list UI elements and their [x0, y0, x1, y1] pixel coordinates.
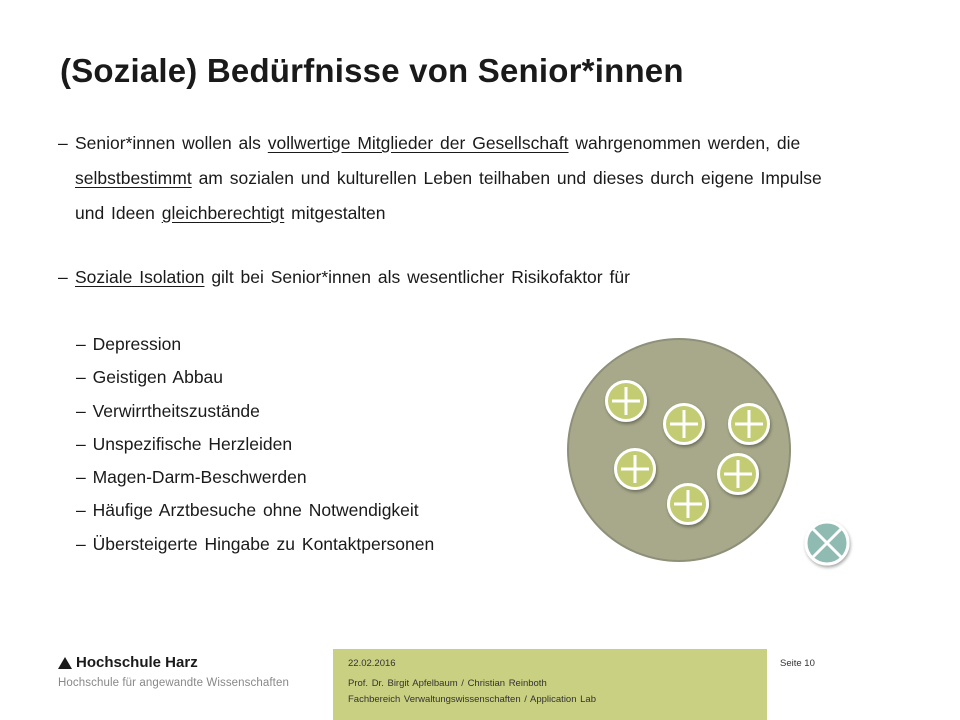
plus-circle-icon	[669, 485, 708, 524]
plus-circle-icon	[665, 405, 704, 444]
isolation-illustration	[560, 335, 860, 575]
footer-department: Fachbereich Verwaltungswissenschaften / Application Lab	[348, 694, 596, 705]
plus-circle-icon	[730, 405, 769, 444]
footer-info-box	[333, 649, 767, 720]
risk-list	[76, 330, 434, 563]
text-run: Senior*innen wollen als	[75, 133, 268, 153]
logo-name: Hochschule Harz	[76, 654, 198, 671]
list-item: – Verwirrtheitszustände	[76, 400, 260, 421]
list-item: – Magen-Darm-Beschwerden	[76, 467, 307, 488]
emphasized-phrase: Soziale Isolation	[75, 267, 205, 287]
footer-date: 22.02.2016	[348, 658, 396, 669]
list-item: – Unspezifische Herzleiden	[76, 433, 293, 454]
slide-title: (Soziale) Bedürfnisse von Senior*innen	[60, 52, 684, 89]
text-run: mitgestalten	[284, 203, 386, 223]
emphasized-phrase: vollwertige Mitglieder der Gesellschaft	[267, 133, 569, 153]
bullet-self-determination	[58, 126, 848, 231]
bullet-text	[58, 126, 848, 231]
list-item: – Geistigen Abbau	[76, 367, 224, 388]
footer-authors: Prof. Dr. Birgit Apfelbaum / Christian Reinboth	[348, 678, 547, 689]
bullet-dash: –	[58, 267, 68, 287]
logo-subtitle: Hochschule für angewandte Wissenschaften	[58, 677, 289, 689]
text-run: wahrgenommen werden, die	[568, 133, 801, 153]
bullet-text	[58, 260, 848, 295]
x-circle-icon	[806, 522, 848, 564]
plus-circle-icon	[607, 382, 646, 421]
bullet-dash: –	[58, 133, 68, 153]
bullet-social-isolation	[58, 260, 848, 295]
list-item: – Übersteigerte Hingabe zu Kontaktpersonen	[76, 533, 435, 554]
university-logo	[58, 654, 289, 689]
plus-circle-icon	[616, 450, 655, 489]
triangle-logo-icon	[58, 657, 72, 669]
text-run: am sozialen und kulturellen Leben teilhaben und dieses durch eigene Impulse und Ideen	[75, 168, 822, 223]
plus-circle-icon	[719, 455, 758, 494]
list-item: – Depression	[76, 334, 182, 354]
group-circle	[568, 339, 790, 561]
page-number: Seite 10	[780, 658, 815, 669]
text-run: gilt bei Senior*innen als wesentlicher Risikofaktor für	[204, 267, 630, 287]
list-item: – Häufige Arztbesuche ohne Notwendigkeit	[76, 500, 419, 521]
emphasized-phrase: selbstbestimmt	[75, 168, 192, 188]
emphasized-phrase: gleichberechtigt	[161, 203, 285, 223]
